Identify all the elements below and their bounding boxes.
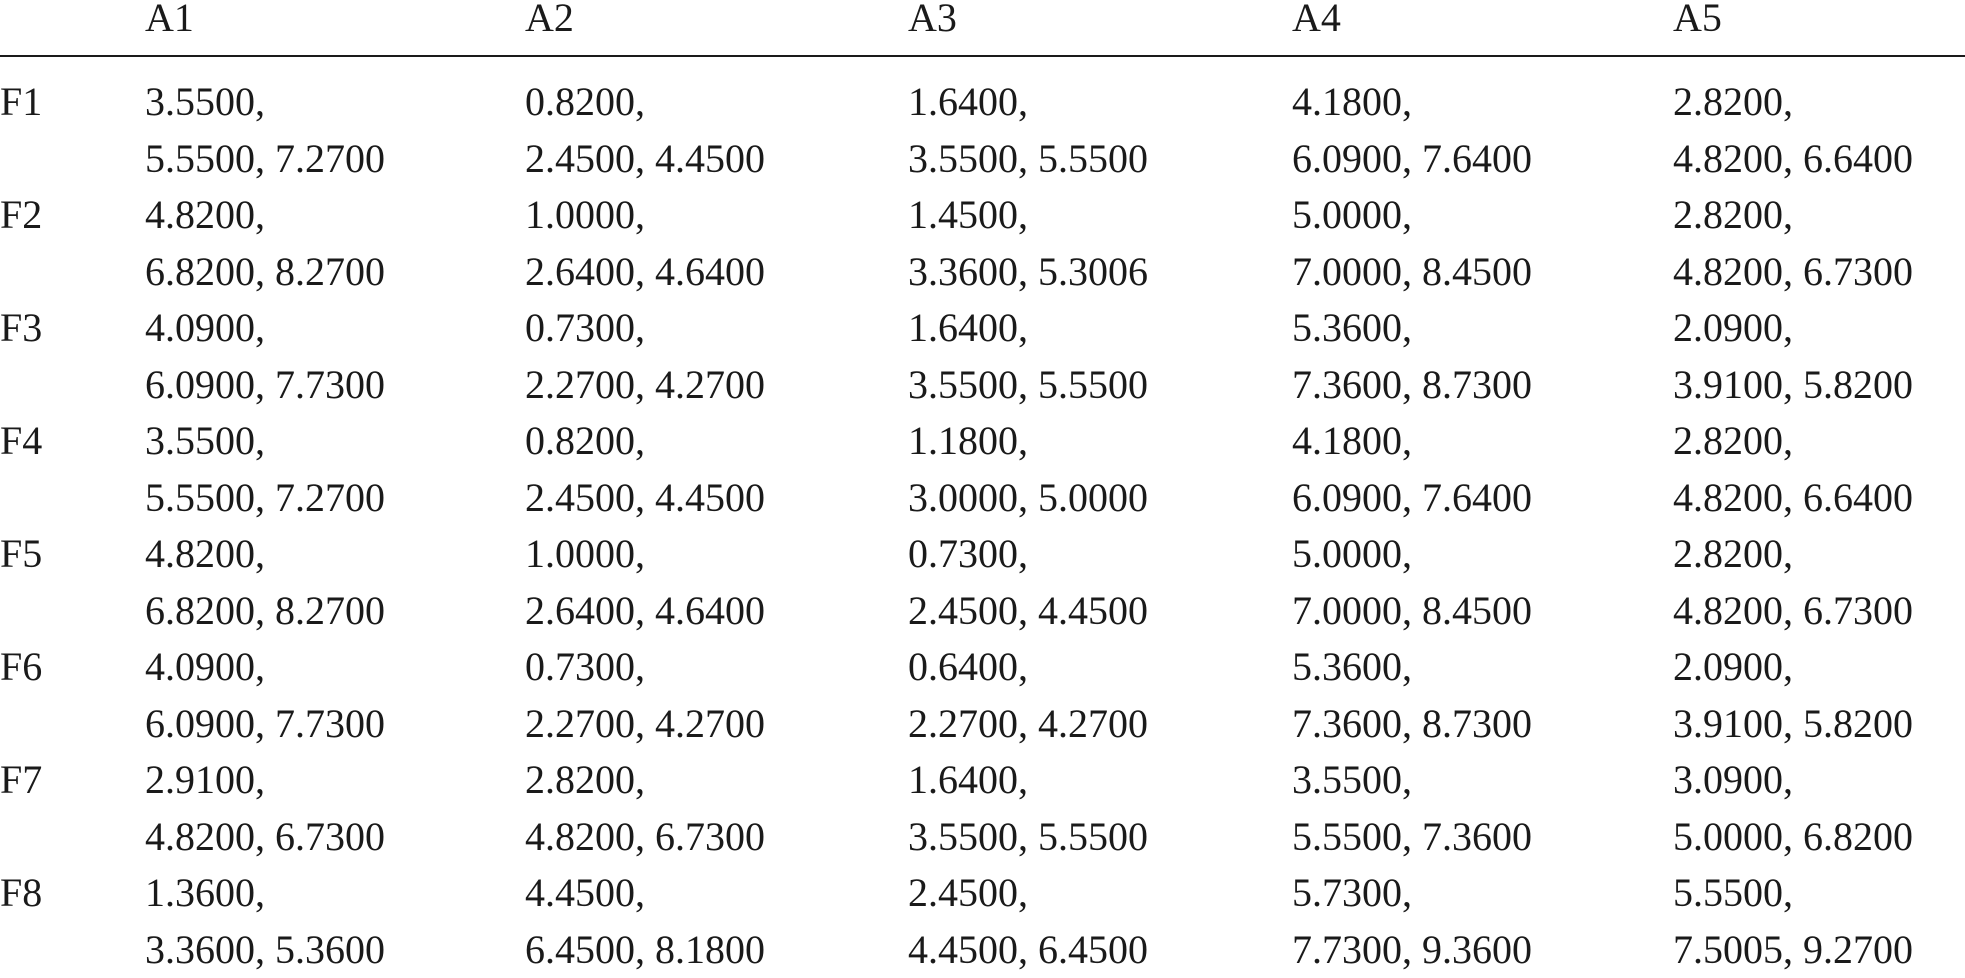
row-header: F5	[0, 531, 43, 576]
cell-value-line: 4.8200, 6.6400	[1673, 136, 1913, 181]
cell-value-line: 3.0900,	[1673, 757, 1793, 802]
cell-value-line: 7.0000, 8.4500	[1292, 588, 1532, 633]
row-header: F7	[0, 757, 43, 802]
cell-value-line: 2.4500, 4.4500	[525, 475, 765, 520]
table-cell	[1673, 73, 1913, 187]
cell-value-line: 3.5500, 5.5500	[908, 136, 1148, 181]
cell-value-line: 2.4500,	[908, 870, 1028, 915]
cell-value-line: 5.0000,	[1292, 192, 1412, 237]
table-cell	[525, 638, 765, 752]
table-row	[0, 638, 1965, 751]
cell-value-line: 2.2700, 4.2700	[525, 701, 765, 746]
cell-value-line: 5.3600,	[1292, 305, 1412, 350]
cell-value-line: 3.5500,	[145, 79, 265, 124]
cell-value-line: 0.8200,	[525, 79, 645, 124]
table-row	[0, 299, 1965, 412]
cell-value-line: 2.8200,	[1673, 531, 1793, 576]
cell-value-line: 3.5500, 5.5500	[908, 362, 1148, 407]
cell-value-line: 2.0900,	[1673, 644, 1793, 689]
table-cell	[145, 638, 385, 752]
cell-value-line: 4.8200,	[145, 192, 265, 237]
table-cell	[908, 864, 1148, 978]
cell-value-line: 4.8200, 6.7300	[145, 814, 385, 859]
column-header-a5: A5	[1673, 0, 1722, 40]
table-cell	[1292, 412, 1532, 526]
cell-value-line: 7.5005, 9.2700	[1673, 927, 1913, 972]
table-cell	[1292, 299, 1532, 413]
table-row	[0, 186, 1965, 299]
column-header-a3: A3	[908, 0, 957, 40]
cell-value-line: 2.8200,	[1673, 192, 1793, 237]
cell-value-line: 1.0000,	[525, 192, 645, 237]
table-cell	[1673, 299, 1913, 413]
table-cell	[1292, 73, 1532, 187]
cell-value-line: 2.8200,	[525, 757, 645, 802]
table-cell	[908, 751, 1148, 865]
cell-value-line: 4.8200, 6.7300	[525, 814, 765, 859]
table-cell	[525, 186, 765, 300]
cell-value-line: 4.1800,	[1292, 79, 1412, 124]
table-cell	[145, 73, 385, 187]
cell-value-line: 2.4500, 4.4500	[525, 136, 765, 181]
table-cell	[525, 751, 765, 865]
table-cell	[525, 73, 765, 187]
cell-value-line: 4.0900,	[145, 644, 265, 689]
cell-value-line: 5.5500, 7.3600	[1292, 814, 1532, 859]
cell-value-line: 7.3600, 8.7300	[1292, 701, 1532, 746]
cell-value-line: 3.9100, 5.8200	[1673, 362, 1913, 407]
cell-value-line: 3.5500, 5.5500	[908, 814, 1148, 859]
row-header: F2	[0, 192, 43, 237]
cell-value-line: 1.0000,	[525, 531, 645, 576]
cell-value-line: 7.0000, 8.4500	[1292, 249, 1532, 294]
table-cell	[145, 412, 385, 526]
cell-value-line: 6.0900, 7.7300	[145, 701, 385, 746]
column-header-a4: A4	[1292, 0, 1341, 40]
cell-value-line: 5.5500, 7.2700	[145, 136, 385, 181]
table-cell	[145, 751, 385, 865]
cell-value-line: 5.0000,	[1292, 531, 1412, 576]
column-header-a1: A1	[145, 0, 194, 40]
row-header: F6	[0, 644, 43, 689]
cell-value-line: 2.2700, 4.2700	[908, 701, 1148, 746]
table-cell	[1292, 525, 1532, 639]
table-cell	[908, 186, 1148, 300]
table-cell	[525, 412, 765, 526]
cell-value-line: 3.5500,	[145, 418, 265, 463]
cell-value-line: 5.5500, 7.2700	[145, 475, 385, 520]
table-cell	[1673, 864, 1913, 978]
cell-value-line: 3.5500,	[1292, 757, 1412, 802]
cell-value-line: 6.0900, 7.6400	[1292, 136, 1532, 181]
cell-value-line: 0.8200,	[525, 418, 645, 463]
cell-value-line: 2.8200,	[1673, 79, 1793, 124]
row-header: F4	[0, 418, 43, 463]
cell-value-line: 2.6400, 4.6400	[525, 588, 765, 633]
cell-value-line: 0.6400,	[908, 644, 1028, 689]
table-cell	[908, 73, 1148, 187]
cell-value-line: 6.0900, 7.6400	[1292, 475, 1532, 520]
cell-value-line: 6.0900, 7.7300	[145, 362, 385, 407]
cell-value-line: 2.0900,	[1673, 305, 1793, 350]
table-cell	[145, 299, 385, 413]
table-row	[0, 864, 1965, 977]
cell-value-line: 2.2700, 4.2700	[525, 362, 765, 407]
cell-value-line: 4.4500,	[525, 870, 645, 915]
cell-value-line: 6.8200, 8.2700	[145, 249, 385, 294]
cell-value-line: 3.0000, 5.0000	[908, 475, 1148, 520]
table-cell	[1673, 186, 1913, 300]
cell-value-line: 4.8200, 6.6400	[1673, 475, 1913, 520]
table-cell	[525, 864, 765, 978]
cell-value-line: 1.3600,	[145, 870, 265, 915]
table-row	[0, 525, 1965, 638]
row-header: F8	[0, 870, 43, 915]
table-cell	[145, 186, 385, 300]
cell-value-line: 4.8200,	[145, 531, 265, 576]
cell-value-line: 1.1800,	[908, 418, 1028, 463]
cell-value-line: 5.5500,	[1673, 870, 1793, 915]
row-header: F3	[0, 305, 43, 350]
cell-value-line: 0.7300,	[908, 531, 1028, 576]
table-cell	[908, 299, 1148, 413]
cell-value-line: 2.4500, 4.4500	[908, 588, 1148, 633]
row-header: F1	[0, 79, 43, 124]
cell-value-line: 5.7300,	[1292, 870, 1412, 915]
cell-value-line: 4.8200, 6.7300	[1673, 588, 1913, 633]
table-cell	[1673, 751, 1913, 865]
cell-value-line: 1.6400,	[908, 757, 1028, 802]
table-cell	[1292, 638, 1532, 752]
table-cell	[1292, 751, 1532, 865]
table-cell	[1292, 186, 1532, 300]
table-cell	[1673, 525, 1913, 639]
cell-value-line: 4.8200, 6.7300	[1673, 249, 1913, 294]
cell-value-line: 6.8200, 8.2700	[145, 588, 385, 633]
table-cell	[1673, 638, 1913, 752]
cell-value-line: 5.3600,	[1292, 644, 1412, 689]
cell-value-line: 1.6400,	[908, 305, 1028, 350]
table-cell	[908, 525, 1148, 639]
cell-value-line: 2.9100,	[145, 757, 265, 802]
table-row	[0, 73, 1965, 186]
cell-value-line: 1.6400,	[908, 79, 1028, 124]
cell-value-line: 3.3600, 5.3006	[908, 249, 1148, 294]
table-cell	[525, 525, 765, 639]
cell-value-line: 3.9100, 5.8200	[1673, 701, 1913, 746]
cell-value-line: 0.7300,	[525, 305, 645, 350]
table-cell	[1673, 412, 1913, 526]
table-cell	[1292, 864, 1532, 978]
cell-value-line: 4.4500, 6.4500	[908, 927, 1148, 972]
cell-value-line: 5.0000, 6.8200	[1673, 814, 1913, 859]
table-header-row	[0, 0, 1965, 56]
cell-value-line: 6.4500, 8.1800	[525, 927, 765, 972]
cell-value-line: 7.7300, 9.3600	[1292, 927, 1532, 972]
table-row	[0, 751, 1965, 864]
cell-value-line: 1.4500,	[908, 192, 1028, 237]
table-cell	[145, 864, 385, 978]
header-divider	[0, 55, 1965, 57]
cell-value-line: 4.0900,	[145, 305, 265, 350]
cell-value-line: 3.3600, 5.3600	[145, 927, 385, 972]
cell-value-line: 7.3600, 8.7300	[1292, 362, 1532, 407]
table-row	[0, 412, 1965, 525]
table-cell	[145, 525, 385, 639]
column-header-a2: A2	[525, 0, 574, 40]
cell-value-line: 2.6400, 4.6400	[525, 249, 765, 294]
table-cell	[908, 412, 1148, 526]
table-cell	[525, 299, 765, 413]
cell-value-line: 0.7300,	[525, 644, 645, 689]
cell-value-line: 2.8200,	[1673, 418, 1793, 463]
cell-value-line: 4.1800,	[1292, 418, 1412, 463]
table-cell	[908, 638, 1148, 752]
